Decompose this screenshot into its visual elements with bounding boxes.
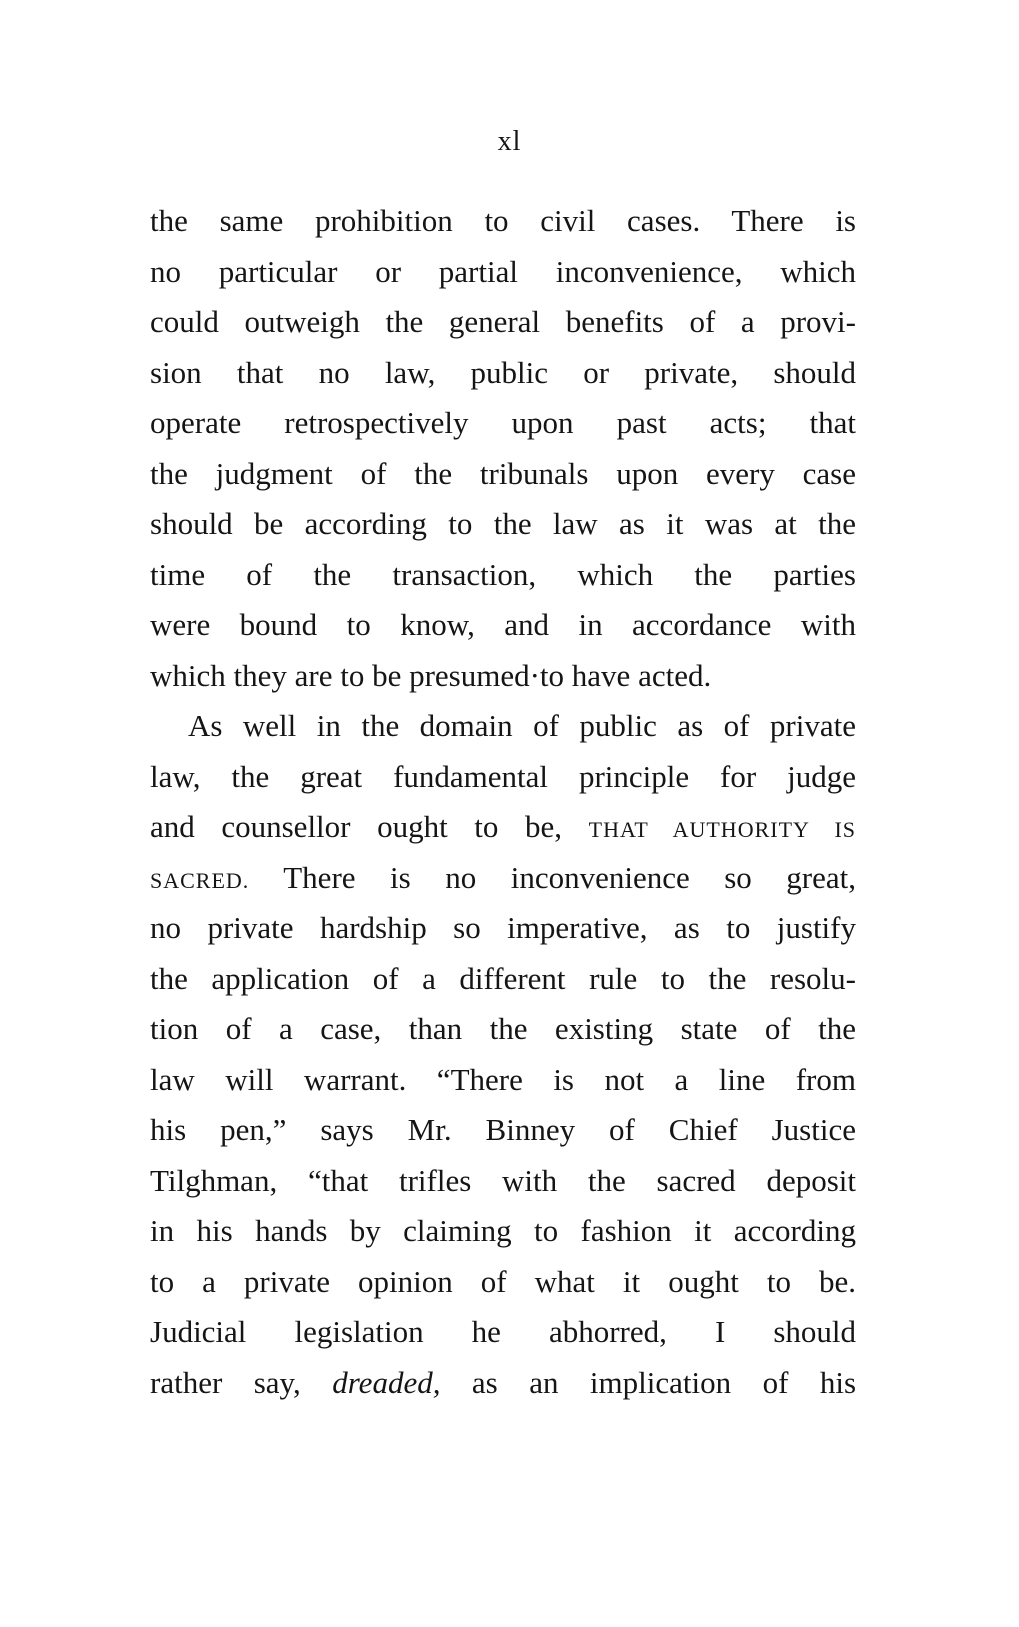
italic-emphasis: dreaded, [332, 1364, 441, 1400]
text-line [150, 802, 856, 853]
text-line: his pen,” says Mr. Binney of Chief Justice [150, 1112, 856, 1147]
text-line: the judgment of the tribunals upon every case [150, 455, 856, 491]
text-line: time of the transaction, which the parties [150, 556, 856, 592]
text-span: as an implication of his [471, 1364, 857, 1400]
text-line: which they are to be presumed·to have acted. [150, 657, 712, 693]
text-line: the application of a different rule to the resolu- [150, 960, 856, 996]
body-text [150, 196, 856, 1408]
small-caps-emphasis: SACRED. [150, 867, 250, 893]
text-span: rather say, [150, 1364, 301, 1400]
paragraph-2 [150, 701, 856, 1408]
text-line: could outweigh the general benefits of a provi- [150, 304, 856, 339]
text-line: sion that no law, public or private, should [150, 354, 856, 390]
text-line: no particular or partial inconvenience, which [150, 253, 856, 289]
text-line: were bound to know, and in accordance with [150, 607, 856, 642]
text-line: Tilghman, “that trifles with the sacred deposit [150, 1162, 856, 1198]
text-line [150, 853, 856, 904]
text-line: Judicial legislation he abhorred, I should [150, 1314, 856, 1349]
text-line: operate retrospectively upon past acts; that [150, 405, 856, 440]
text-line: tion of a case, than the existing state of the [150, 1011, 856, 1046]
text-line: law, the great fundamental principle for judge [150, 758, 856, 794]
page-number: xl [497, 126, 522, 157]
text-line: in his hands by claiming to fashion it according [150, 1213, 856, 1248]
text-line: law will warrant. “There is not a line from [150, 1061, 856, 1097]
text-line: no private hardship so imperative, as to justify [150, 910, 856, 945]
text-line: the same prohibition to civil cases. There is [150, 203, 856, 238]
text-line: As well in the domain of public as of private [188, 708, 856, 743]
text-line: should be according to the law as it was at the [150, 506, 856, 541]
text-span: There is no inconvenience so great, [283, 859, 856, 895]
text-line [150, 1358, 856, 1409]
text-line: to a private opinion of what it ought to be. [150, 1263, 856, 1299]
paragraph-1 [150, 196, 856, 701]
text-span: and counsellor ought to be, [150, 809, 563, 844]
small-caps-emphasis: THAT AUTHORITY IS [588, 817, 857, 842]
